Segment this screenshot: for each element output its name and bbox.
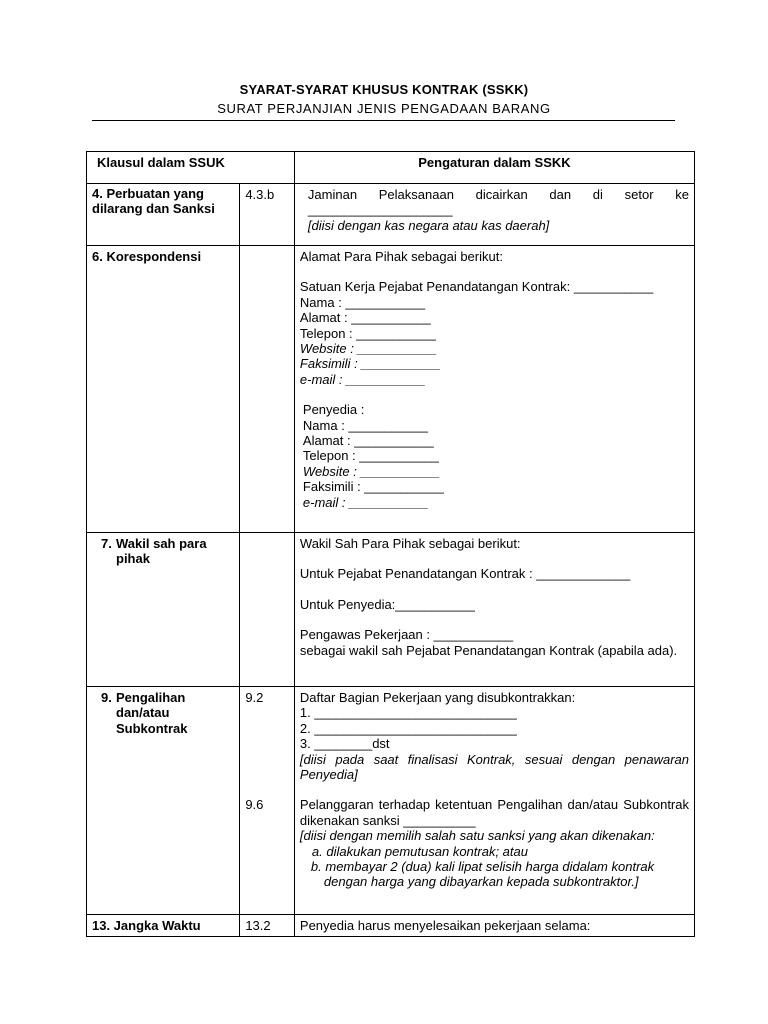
- clause-6: 6. Korespondensi: [87, 246, 240, 533]
- table-row-6: [87, 246, 695, 533]
- r6-satker-telepon: Telepon : ___________: [299, 325, 436, 341]
- r6-satker-alamat: Alamat : ___________: [299, 310, 431, 326]
- r6-satker-email: e-mail : ___________: [299, 371, 426, 387]
- r4-line1: Jaminan Pelaksanaan dicairkan dan di setor ke: [307, 187, 689, 202]
- r9-item1: 1. ____________________________: [299, 705, 517, 721]
- r9-intro: Daftar Bagian Pekerjaan yang disubkontrakkan:: [299, 690, 576, 705]
- ref-9: [240, 687, 295, 915]
- table-row-13: [87, 915, 695, 937]
- r7-pengawas: Pengawas Pekerjaan : ___________: [299, 627, 514, 643]
- r6-satker-faksimili: Faksimili : ___________: [299, 356, 441, 372]
- cell-9-content: [294, 687, 694, 915]
- table-row-4: [87, 184, 695, 246]
- r6-penyedia: Penyedia :: [302, 402, 365, 418]
- r9-note1: [diisi pada saat finalisasi Kontrak, sesuai dengan penawaran Penyedia]: [299, 751, 689, 783]
- col-header-pengaturan: Pengaturan dalam SSKK: [294, 152, 694, 184]
- r9-note2: [diisi dengan memilih salah satu sanksi yang akan dikenakan:: [299, 828, 655, 844]
- table-header-row: [87, 152, 695, 184]
- r4-blank: ____________________: [307, 202, 453, 218]
- document-title: SYARAT-SYARAT KHUSUS KONTRAK (SSKK): [239, 82, 529, 97]
- table-row-7: [87, 533, 695, 687]
- title-underline: [92, 120, 675, 121]
- r6-penyedia-faksimili: Faksimili : ___________: [302, 479, 444, 495]
- clause-9-text: Pengalihan dan/atau Subkontrak: [116, 690, 188, 736]
- r6-intro: Alamat Para Pihak sebagai berikut:: [299, 249, 503, 264]
- r9-sanksi: Pelanggaran terhadap ketentuan Pengalihan dan/atau Subkontrak dikenakan sanksi __________: [299, 797, 689, 828]
- document-subtitle: SURAT PERJANJIAN JENIS PENGADAAN BARANG: [217, 101, 551, 116]
- r6-satker-nama: Nama : ___________: [299, 294, 425, 310]
- r6-satker: Satuan Kerja Pejabat Penandatangan Kontrak: ___________: [299, 279, 654, 295]
- ref-9-2: 9.2: [245, 690, 264, 705]
- r6-penyedia-alamat: Alamat : ___________: [302, 433, 434, 449]
- ref-9-6: 9.6: [245, 797, 264, 813]
- cell-7-content: [294, 533, 694, 687]
- r9-option-a: a. dilakukan pemutusan kontrak; atau: [311, 843, 528, 859]
- r6-penyedia-email: e-mail : ___________: [302, 494, 429, 510]
- clause-7-number: 7.: [101, 536, 112, 551]
- clause-7: [87, 533, 240, 687]
- clause-9: [87, 687, 240, 915]
- r7-penyedia: Untuk Penyedia:___________: [299, 596, 475, 612]
- r6-penyedia-nama: Nama : ___________: [302, 417, 428, 433]
- r7-intro: Wakil Sah Para Pihak sebagai berikut:: [299, 536, 521, 551]
- clause-4: 4. Perbuatan yang dilarang dan Sanksi: [87, 184, 240, 246]
- r7-note: sebagai wakil sah Pejabat Penandatangan Kontrak (apabila ada).: [299, 642, 678, 658]
- ref-6: [240, 246, 295, 533]
- r6-penyedia-website: Website : ___________: [302, 463, 440, 479]
- table-row-9: [87, 687, 695, 915]
- cell-13-content: Penyedia harus menyelesaikan pekerjaan selama:: [294, 915, 694, 937]
- ref-7: [240, 533, 295, 687]
- r4-note: [diisi dengan kas negara atau kas daerah]: [307, 217, 550, 233]
- ref-4-3-b: 4.3.b: [240, 184, 295, 246]
- r6-penyedia-telepon: Telepon : ___________: [302, 448, 439, 464]
- r9-item2: 2. ____________________________: [299, 720, 517, 736]
- sskk-table: [86, 151, 695, 937]
- r7-ppk: Untuk Pejabat Penandatangan Kontrak : _____________: [299, 566, 631, 582]
- clause-13: 13. Jangka Waktu: [87, 915, 240, 937]
- r9-option-b: b. membayar 2 (dua) kali lipat selisih harga didalam kontrak dengan harga yang dibayarkan kepada subkontraktor.]: [310, 859, 655, 890]
- cell-4-content: [294, 184, 694, 246]
- clause-9-number: 9.: [101, 690, 112, 705]
- cell-6-content: [294, 246, 694, 533]
- r9-item3: 3. ________dst: [299, 736, 390, 752]
- col-header-klausul: Klausul dalam SSUK: [87, 152, 295, 184]
- r6-satker-website: Website : ___________: [299, 341, 437, 357]
- ref-13-2: 13.2: [240, 915, 295, 937]
- clause-7-text: Wakil sah para pihak: [116, 536, 207, 567]
